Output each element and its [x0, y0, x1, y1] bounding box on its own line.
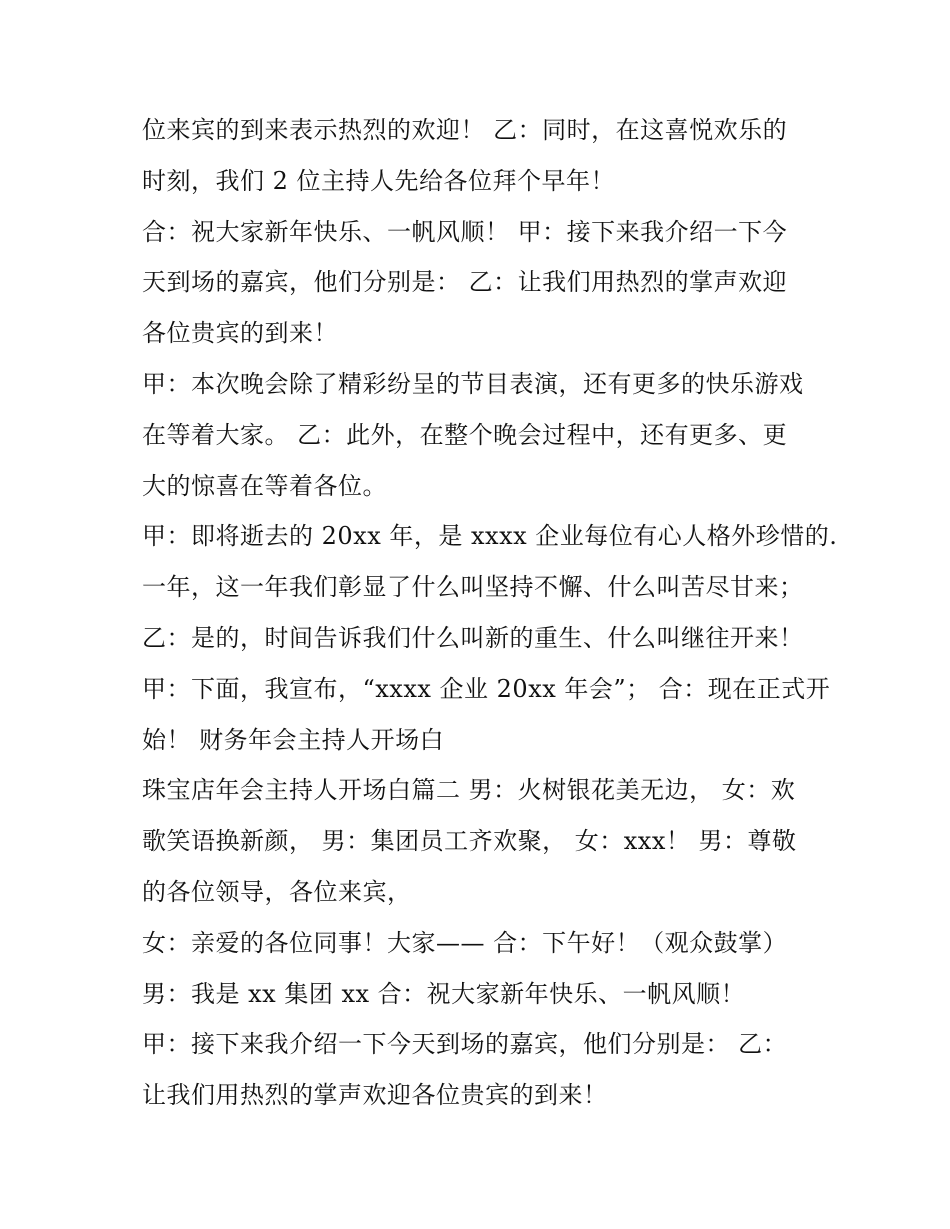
text-line-18: 男：我是 xx 集团 xx 合：祝大家新年快乐、一帆风顺！: [142, 979, 746, 1008]
text-line-7: 在等着大家。 乙：此外，在整个晚会过程中，还有更多、更: [142, 420, 788, 449]
text-line-19: 甲：接下来我介绍一下今天到场的嘉宾，他们分别是： 乙：: [142, 1030, 788, 1059]
text-line-1: 位来宾的到来表示热烈的欢迎！ 乙：同时，在这喜悦欢乐的: [142, 116, 788, 144]
text-line-14: 珠宝店年会主持人开场白篇二 男：火树银花美无边， 女：欢: [142, 776, 796, 805]
text-line-16: 的各位领导，各位来宾，: [142, 877, 412, 906]
text-line-3: 合：祝大家新年快乐、一帆风顺！ 甲：接下来我介绍一下今: [142, 217, 788, 246]
text-line-12: 甲：下面，我宣布，“xxxx 企业 20xx 年会”； 合：现在正式开: [142, 674, 831, 703]
text-line-2: 时刻，我们 2 位主持人先给各位拜个早年！: [142, 166, 616, 195]
text-line-6: 甲：本次晚会除了精彩纷呈的节目表演，还有更多的快乐游戏: [142, 369, 804, 398]
text-line-8: 大的惊喜在等着各位。: [142, 471, 387, 500]
text-line-11: 乙：是的，时间告诉我们什么叫新的重生、什么叫继往开来！: [142, 623, 804, 652]
text-line-13: 始！ 财务年会主持人开场白: [142, 725, 445, 754]
text-line-15: 歌笑语换新颜， 男：集团员工齐欢聚， 女：xxx！ 男：尊敬: [142, 827, 797, 856]
text-line-10: 一年，这一年我们彰显了什么叫坚持不懈、什么叫苦尽甘来；: [142, 573, 804, 602]
text-line-17: 女：亲爱的各位同事！大家—— 合：下午好！（观众鼓掌）: [142, 928, 788, 957]
text-line-5: 各位贵宾的到来！: [142, 319, 338, 348]
document-body: [142, 105, 838, 1121]
text-line-20: 让我们用热烈的掌声欢迎各位贵宾的到来！: [142, 1081, 608, 1110]
text-line-4: 天到场的嘉宾，他们分别是： 乙：让我们用热烈的掌声欢迎: [142, 268, 788, 297]
text-line-9: 甲：即将逝去的 20xx 年，是 xxxx 企业每位有心人格外珍惜的.: [142, 522, 838, 551]
